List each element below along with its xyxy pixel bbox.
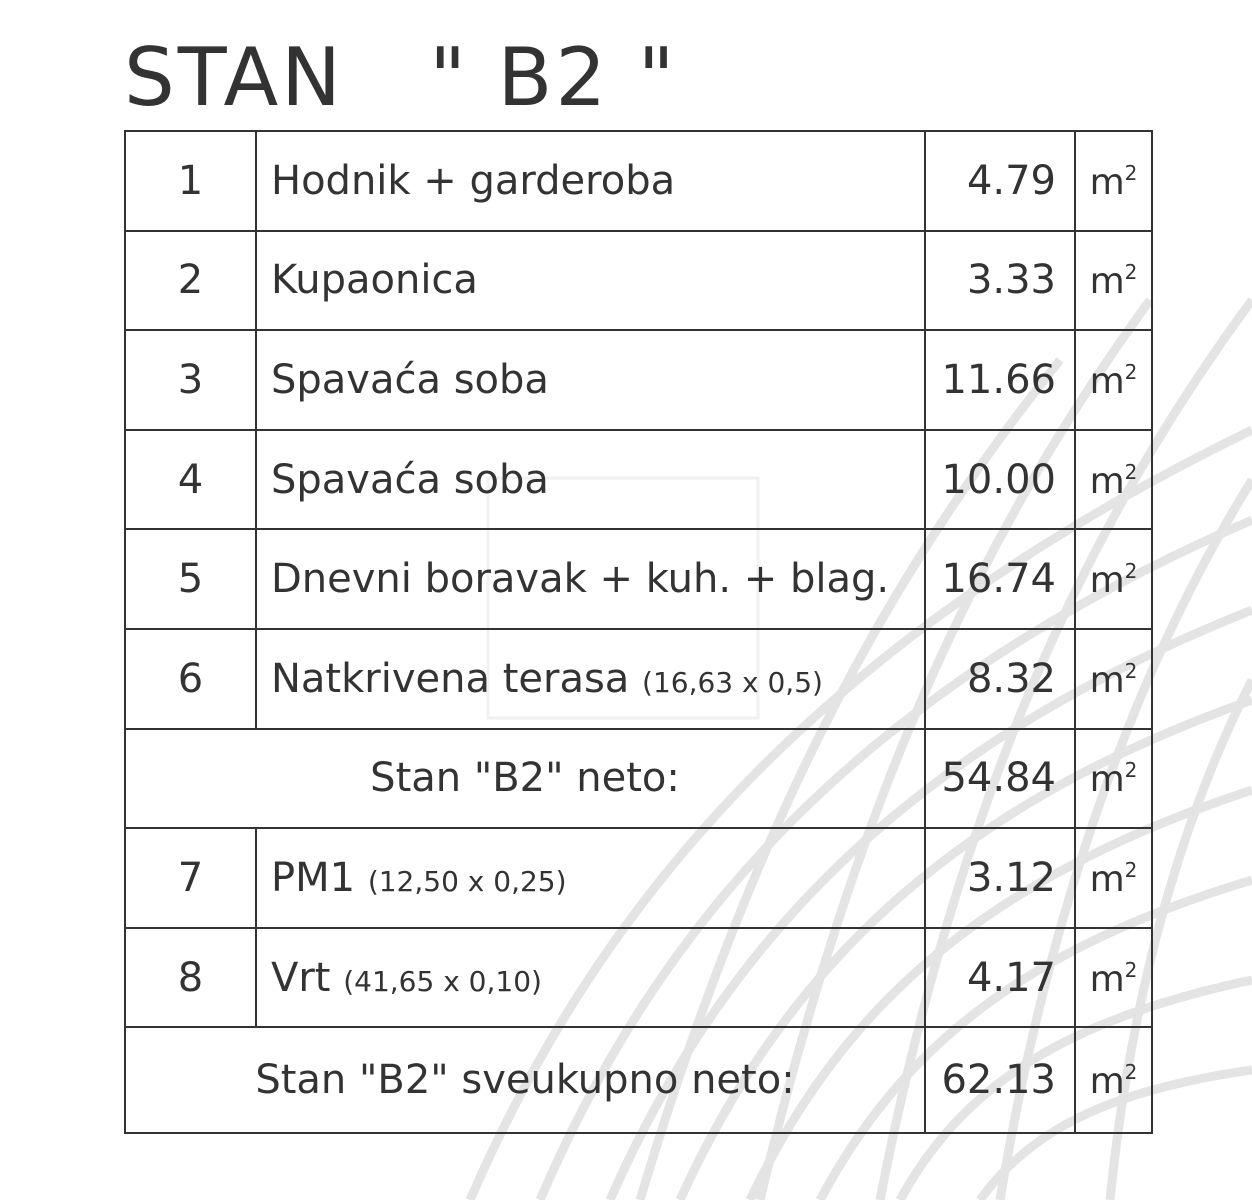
room-area-table: [124, 130, 1153, 1134]
room-name-cell: [256, 231, 925, 331]
room-name: Spavaća soba: [271, 356, 549, 403]
unit-symbol: m: [1089, 659, 1125, 701]
apartment-title: STAN " B2 ": [124, 31, 678, 124]
subtotal-label: Stan "B2" neto:: [125, 729, 925, 829]
table-row: [125, 928, 1152, 1028]
room-area: 3.12: [925, 828, 1075, 928]
table-row: [125, 430, 1152, 530]
area-unit: [1075, 1027, 1152, 1133]
room-number: 5: [125, 529, 256, 629]
room-name: Dnevni boravak + kuh. + blag.: [271, 556, 890, 603]
unit-exponent: 2: [1124, 758, 1138, 783]
table-row: [125, 131, 1152, 231]
room-area: 10.00: [925, 430, 1075, 530]
unit-symbol: m: [1089, 261, 1125, 303]
unit-symbol: m: [1089, 460, 1125, 502]
room-number: 4: [125, 430, 256, 530]
unit-symbol: m: [1089, 560, 1125, 602]
unit-exponent: 2: [1124, 559, 1138, 584]
unit-exponent: 2: [1124, 260, 1138, 285]
area-unit: [1075, 430, 1152, 530]
total-area: 62.13: [925, 1027, 1075, 1133]
unit-symbol: m: [1089, 858, 1125, 900]
total-label: Stan "B2" sveukupno neto:: [125, 1027, 925, 1133]
room-name: Natkrivena terasa: [271, 655, 630, 702]
room-dimensions: (12,50 x 0,25): [367, 864, 567, 898]
room-name: Kupaonica: [271, 257, 478, 304]
room-number: 7: [125, 828, 256, 928]
room-name-cell: [256, 430, 925, 530]
total-row: [125, 1027, 1152, 1133]
subtotal-area: 54.84: [925, 729, 1075, 829]
unit-exponent: 2: [1124, 1060, 1138, 1085]
unit-exponent: 2: [1124, 857, 1138, 882]
room-name-cell: [256, 529, 925, 629]
room-area: 16.74: [925, 529, 1075, 629]
room-number: 6: [125, 629, 256, 729]
unit-symbol: m: [1089, 958, 1125, 1000]
room-name-cell: [256, 928, 925, 1028]
room-name-cell: [256, 629, 925, 729]
room-name: Vrt: [271, 954, 331, 1001]
room-area: 3.33: [925, 231, 1075, 331]
room-number: 1: [125, 131, 256, 231]
table-row: [125, 330, 1152, 430]
room-dimensions: (41,65 x 0,10): [343, 964, 542, 998]
room-number: 8: [125, 928, 256, 1028]
table-row: [125, 828, 1152, 928]
area-unit: [1075, 828, 1152, 928]
room-name-cell: [256, 828, 925, 928]
table-row: [125, 231, 1152, 331]
table-row: [125, 629, 1152, 729]
unit-exponent: 2: [1124, 658, 1138, 683]
room-number: 2: [125, 231, 256, 331]
room-name: PM1: [271, 854, 356, 901]
table-row: [125, 529, 1152, 629]
area-unit: [1075, 529, 1152, 629]
room-area: 4.17: [925, 928, 1075, 1028]
unit-exponent: 2: [1124, 459, 1138, 484]
room-name: Spavaća soba: [271, 456, 549, 503]
room-area: 11.66: [925, 330, 1075, 430]
unit-exponent: 2: [1124, 160, 1138, 185]
unit-symbol: m: [1089, 759, 1125, 801]
area-unit: [1075, 928, 1152, 1028]
room-name-cell: [256, 330, 925, 430]
room-name-cell: [256, 131, 925, 231]
unit-symbol: m: [1089, 1061, 1125, 1103]
room-dimensions: (16,63 x 0,5): [642, 665, 823, 699]
area-unit: [1075, 131, 1152, 231]
unit-symbol: m: [1089, 161, 1125, 203]
room-area: 8.32: [925, 629, 1075, 729]
unit-exponent: 2: [1124, 359, 1138, 384]
room-number: 3: [125, 330, 256, 430]
area-unit: [1075, 629, 1152, 729]
area-unit: [1075, 729, 1152, 829]
area-unit: [1075, 231, 1152, 331]
room-area: 4.79: [925, 131, 1075, 231]
unit-exponent: 2: [1124, 957, 1138, 982]
unit-symbol: m: [1089, 360, 1125, 402]
room-name: Hodnik + garderoba: [271, 157, 676, 204]
subtotal-row: [125, 729, 1152, 829]
area-unit: [1075, 330, 1152, 430]
